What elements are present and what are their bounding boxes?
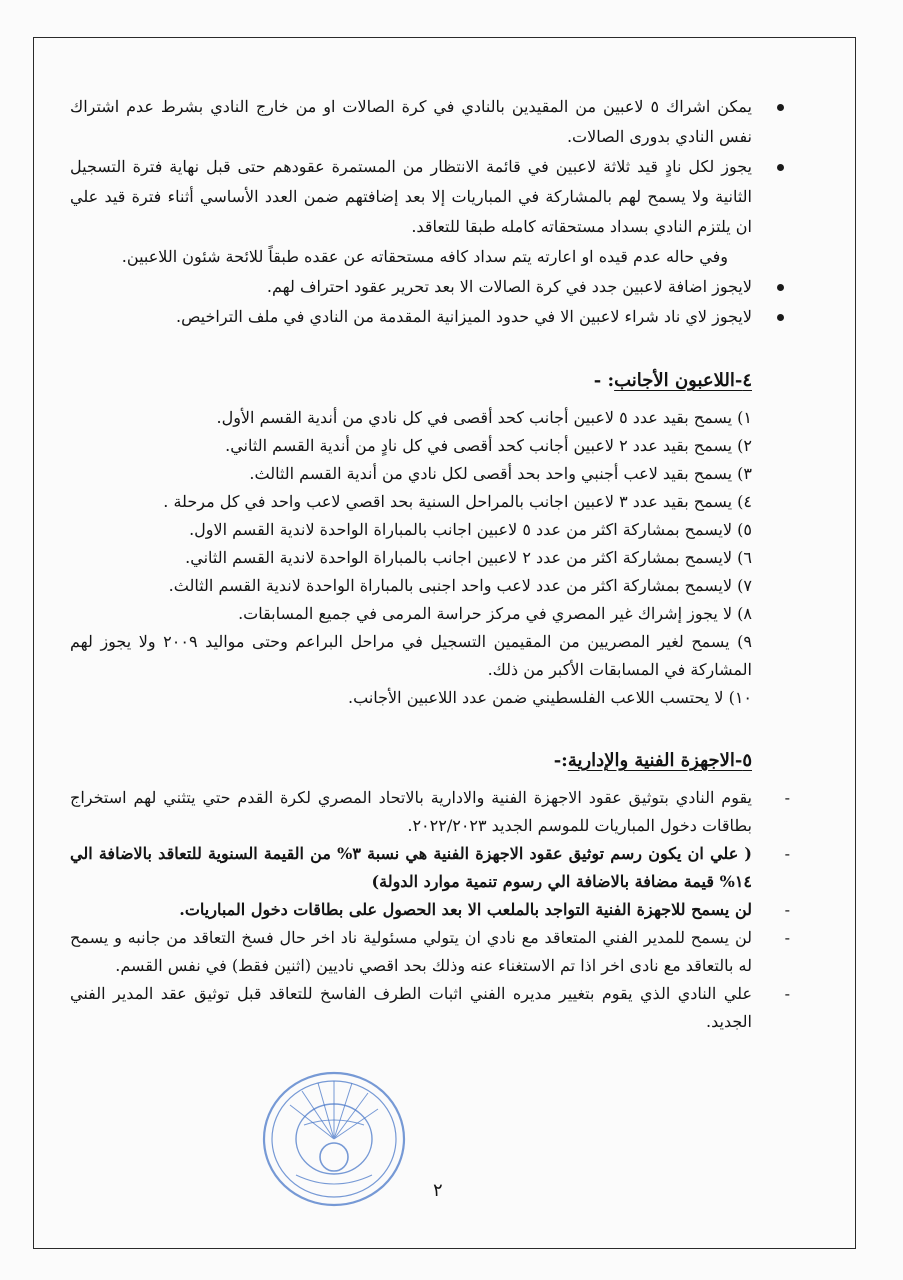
section-4-suffix: : - bbox=[593, 370, 615, 391]
section-5-title: ٥-الاجهزة الفنية والإدارية bbox=[567, 750, 752, 771]
dash-marker: - bbox=[784, 844, 790, 863]
list-item: ١٠) لا يحتسب اللاعب الفلسطيني ضمن عدد اللاعبين الأجانب. bbox=[348, 688, 752, 707]
list-item: ٥) لايسمح بمشاركة اكثر من عدد ٥ لاعبين اجانب بالمباراة الواحدة لاندية القسم الاول. bbox=[189, 520, 752, 539]
bullet-item: يجوز لكل نادٍ قيد ثلاثة لاعبين في قائمة الانتظار من المستمرة عقودهم حتى قبل نهاية فترة التسجيل الثانية ولا يسمح لهم بالمشاركة في المباريات إلا بعد إضافتهم ضمن العدد الأساسي أثناء فترة قيد علي ان يلتزم النادي بسداد مستحقاته كامله طبقا للتعاقد. bbox=[70, 152, 752, 242]
document-body bbox=[70, 92, 790, 1036]
list-item: ٢) يسمح بقيد عدد ٢ لاعبين أجانب كحد أقصى في كل نادٍ من أندية القسم الثاني. bbox=[225, 436, 752, 455]
bullet-item: يمكن اشراك ٥ لاعبين من المقيدين بالنادي في كرة الصالات او من خارج النادي بشرط عدم اشتراك نفس النادي بدورى الصالات. bbox=[70, 92, 752, 152]
bullet-dot-icon bbox=[777, 284, 784, 291]
list-item: - ( علي ان يكون رسم توثيق عقود الاجهزة الفنية هي نسبة ٣% من القيمة السنوية للتعاقد بالاضافة الي ١٤% قيمة مضافة بالاضافة الي رسوم تنمية موارد الدولة) bbox=[70, 840, 752, 896]
section-5-heading bbox=[70, 746, 752, 776]
bullet-dot-icon bbox=[777, 104, 784, 111]
section-5-suffix: :- bbox=[553, 750, 568, 771]
list-item: ٩) يسمح لغير المصريين من المقيمين التسجيل في مراحل البراعم وحتى مواليد ٢٠٠٩ ولا يجوز لهم المشاركة في المسابقات الأكبر من ذلك. bbox=[70, 632, 753, 679]
list-item: - لن يسمح للاجهزة الفنية التواجد بالملعب الا بعد الحصول على بطاقات دخول المباريات. bbox=[70, 896, 752, 924]
foreign-players-list bbox=[70, 404, 752, 712]
bullet-list bbox=[70, 92, 752, 242]
list-item: - لن يسمح للمدير الفني المتعاقد مع نادي ان يتولي مسئولية ناد اخر حال فسخ التعاقد من جانبه و يسمح له بالتعاقد مع نادى اخر اذا تم الاستغناء عنه وذلك بحد اقصي ناديين (اثنين فقط) في نفس القسم. bbox=[70, 924, 752, 980]
bullet-dot-icon bbox=[777, 164, 784, 171]
bullet-list-2 bbox=[70, 272, 752, 332]
list-item: ٤) يسمح بقيد عدد ٣ لاعبين اجانب بالمراحل السنية بحد اقصي لاعب واحد في كل مرحلة . bbox=[163, 492, 752, 511]
dash-marker: - bbox=[784, 788, 790, 807]
dash-marker: - bbox=[784, 900, 790, 919]
list-item: ١) يسمح بقيد عدد ٥ لاعبين أجانب كحد أقصى في كل نادي من أندية القسم الأول. bbox=[216, 408, 752, 427]
bullet-item: لايجوز لاي ناد شراء لاعبين الا في حدود الميزانية المقدمة من النادي في ملف التراخيص. bbox=[70, 302, 752, 332]
dash-marker: - bbox=[784, 928, 790, 947]
dash-marker: - bbox=[784, 984, 790, 1003]
bullet-note: وفي حاله عدم قيده او اعارته يتم سداد كافه مستحقاته عن عقده طبقاً للائحة شئون اللاعبين. bbox=[121, 247, 728, 266]
bullet-dot-icon bbox=[777, 314, 784, 321]
page-number: ٢ bbox=[433, 1180, 443, 1201]
list-item: ٨) لا يجوز إشراك غير المصري في مركز حراسة المرمى في جميع المسابقات. bbox=[238, 604, 752, 623]
list-item: ٦) لايسمح بمشاركة اكثر من عدد ٢ لاعبين اجانب بالمباراة الواحدة لاندية القسم الثاني. bbox=[185, 548, 752, 567]
list-item: ٣) يسمح بقيد لاعب أجنبي واحد بحد أقصى لكل نادي من أندية القسم الثالث. bbox=[249, 464, 752, 483]
official-stamp-icon bbox=[260, 1065, 408, 1213]
list-item: ٧) لايسمح بمشاركة اكثر من عدد لاعب واحد اجنبى بالمباراة الواحدة لاندية القسم الثالث. bbox=[168, 576, 752, 595]
bullet-item: لايجوز اضافة لاعبين جدد في كرة الصالات الا بعد تحرير عقود احتراف لهم. bbox=[70, 272, 752, 302]
section-4-title: ٤-اللاعبون الأجانب bbox=[614, 370, 752, 391]
list-item: - علي النادي الذي يقوم بتغيير مديره الفني اثبات الطرف الفاسخ للتعاقد قبل توثيق عقد المدير الفني الجديد. bbox=[70, 980, 752, 1036]
technical-staff-list bbox=[70, 784, 790, 1036]
list-item: - يقوم النادي بتوثيق عقود الاجهزة الفنية والادارية بالاتحاد المصري لكرة القدم حتي يتثني لهم استخراج بطاقات دخول المباريات للموسم الجديد ٢٠٢٢/٢٠٢٣. bbox=[70, 784, 752, 840]
section-4-heading bbox=[70, 366, 752, 396]
